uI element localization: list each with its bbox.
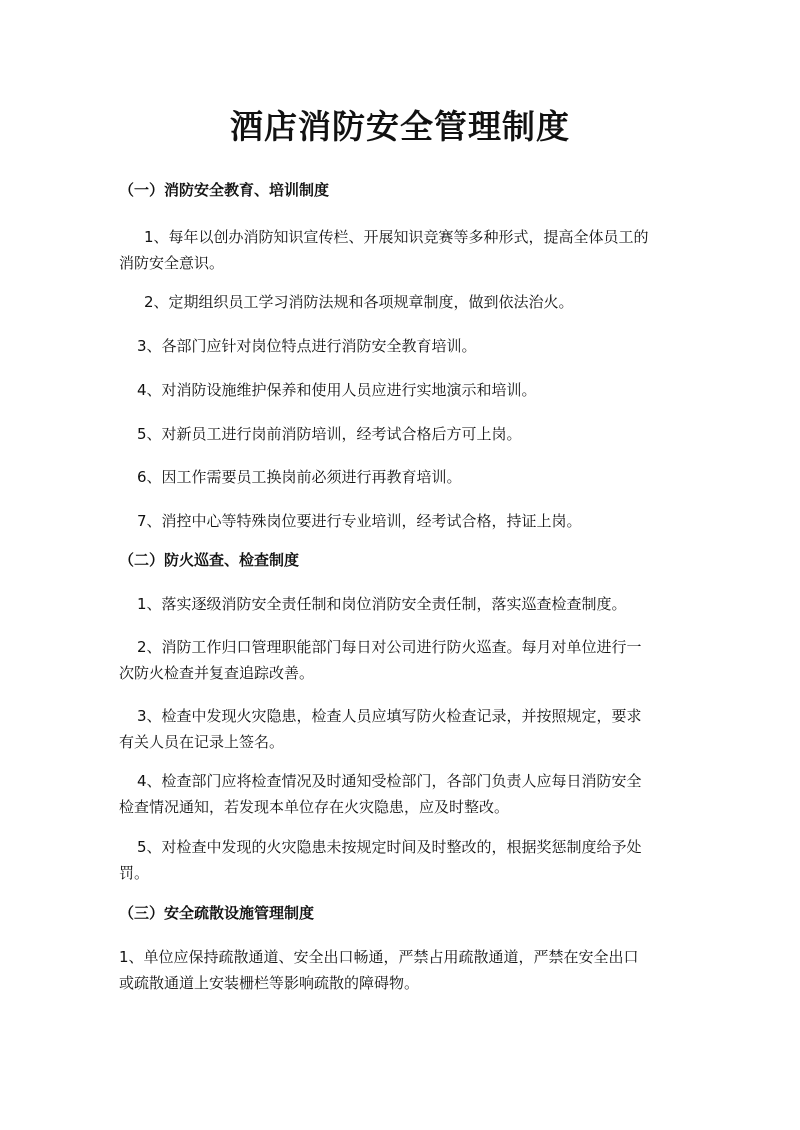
paragraph-line: 1、落实逐级消防安全责任制和岗位消防安全责任制，落实巡查检查制度。: [137, 595, 627, 613]
paragraph-line: 1、每年以创办消防知识宣传栏、开展知识竞赛等多种形式，提高全体员工的: [144, 228, 649, 246]
document-title: 酒店消防安全管理制度: [230, 107, 570, 146]
paragraph-line: 5、对检查中发现的火灾隐患未按规定时间及时整改的，根据奖惩制度给予处: [137, 838, 642, 856]
paragraph: [119, 508, 685, 534]
paragraph: [119, 634, 685, 686]
paragraph-line: 4、检查部门应将检查情况及时通知受检部门，各部门负责人应每日消防安全: [137, 772, 642, 790]
paragraph-line: 有关人员在记录上签名。: [119, 733, 285, 751]
paragraph: [119, 224, 685, 276]
paragraph-line: 5、对新员工进行岗前消防培训，经考试合格后方可上岗。: [137, 425, 522, 443]
paragraph: [119, 289, 685, 315]
paragraph: [119, 421, 685, 447]
section-heading-3: （三）安全疏散设施管理制度: [119, 904, 315, 922]
paragraph-line: 或疏散通道上安装栅栏等影响疏散的障碍物。: [119, 974, 420, 992]
paragraph-line: 3、各部门应针对岗位特点进行消防安全教育培训。: [137, 337, 477, 355]
section-heading-2: （二）防火巡查、检查制度: [119, 551, 300, 569]
paragraph: [119, 377, 685, 403]
section-heading-1: （一）消防安全教育、培训制度: [119, 181, 330, 199]
paragraph-line: 6、因工作需要员工换岗前必须进行再教育培训。: [137, 468, 462, 486]
paragraph-line: 2、定期组织员工学习消防法规和各项规章制度，做到依法治火。: [144, 293, 574, 311]
paragraph-line: 罚。: [119, 864, 150, 882]
paragraph: [119, 944, 685, 996]
paragraph-line: 2、消防工作归口管理职能部门每日对公司进行防火巡查。每月对单位进行一: [137, 638, 642, 656]
paragraph-line: 7、消控中心等特殊岗位要进行专业培训，经考试合格，持证上岗。: [137, 512, 582, 530]
paragraph-line: 检查情况通知，若发现本单位存在火灾隐患，应及时整改。: [119, 798, 510, 816]
paragraph: [119, 591, 685, 617]
paragraph-line: 3、检查中发现火灾隐患，检查人员应填写防火检查记录，并按照规定，要求: [137, 707, 642, 725]
paragraph: [119, 834, 685, 886]
paragraph: [119, 464, 685, 490]
paragraph-line: 消防安全意识。: [119, 254, 225, 272]
paragraph-line: 1、单位应保持疏散通道、安全出口畅通，严禁占用疏散通道，严禁在安全出口: [119, 948, 639, 966]
paragraph-line: 4、对消防设施维护保养和使用人员应进行实地演示和培训。: [137, 381, 537, 399]
paragraph-line: 次防火检查并复查追踪改善。: [119, 664, 315, 682]
paragraph: [119, 333, 685, 359]
paragraph: [119, 768, 685, 820]
paragraph: [119, 703, 685, 755]
